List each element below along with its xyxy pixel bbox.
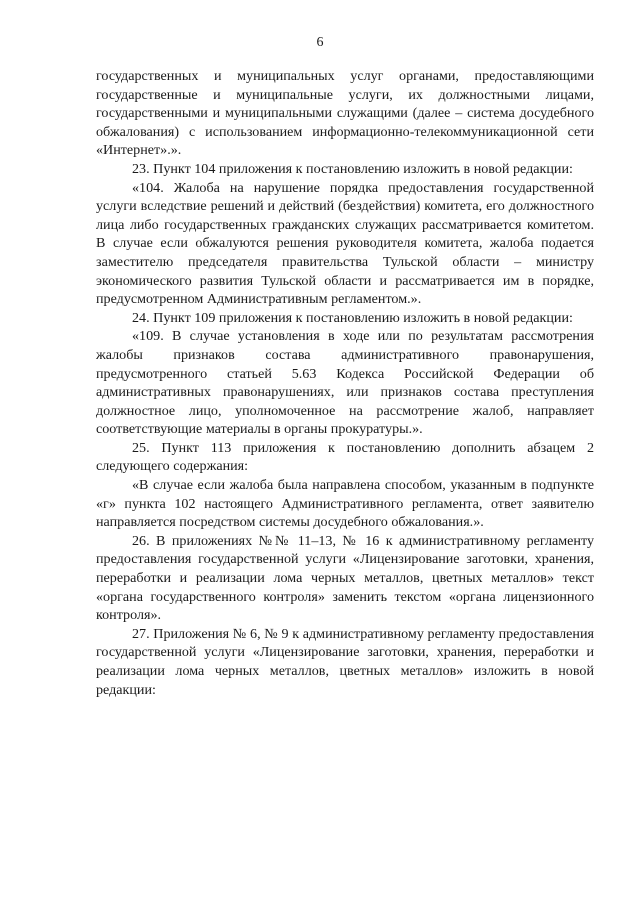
document-body: [96, 67, 594, 699]
paragraph-item-27: 27. Приложения № 6, № 9 к административному регламенту предоставления государственной услуги «Лицензирование заготовки, хранения, переработки и реализации лома черных металлов, цветных металлов» изложить в новой редакции:: [96, 625, 594, 698]
paragraph-item-109-text: «109. В случае установления в ходе или по результатам рассмотрения жалобы признаков состава административного правонарушения, предусмотренного статьей 5.63 Кодекса Российской Федерации об административных правонарушениях, или признаков состава преступления должностное лицо, уполномоченное на рассмотрение жалоб, направляет соответствующие материалы в органы прокуратуры.».: [96, 328, 594, 438]
paragraph-item-26: 26. В приложениях №№ 11–13, № 16 к административному регламенту предоставления государственной услуги «Лицензирование заготовки, хранения, переработки и реализации лома черных металлов, цветных металлов» текст «органа государственного контроля» заменить текстом «органа лицензионного контроля».: [96, 532, 594, 624]
paragraph-item-24: 24. Пункт 109 приложения к постановлению изложить в новой редакции:: [132, 309, 573, 326]
page-number: 6: [316, 35, 324, 50]
paragraph-item-113-addition: «В случае если жалоба была направлена способом, указанным в подпункте «г» пункта 102 настоящего Административного регламента, ответ заявителю направляется посредством системы досудебного обжалования.».: [96, 477, 594, 531]
paragraph-item-25: 25. Пункт 113 приложения к постановлению дополнить абзацем 2 следующего содержания:: [96, 439, 594, 475]
paragraph-1: государственных и муниципальных услуг органами, предоставляющими государственные и муниципальные услуги, их должностными лицами, государственными и муниципальными служащими (далее – система досудебного обжалования) с использованием информационно-телекоммуникационной сети «Интернет».».: [96, 68, 594, 159]
paragraph-item-104-text: «104. Жалоба на нарушение порядка предоставления государственной услуги вследствие решений и действий (бездействия) комитета, его должностного лица либо государственных гражданских служащих рассматривается комитетом. В случае если обжалуются решения руководителя комитета, жалоба подается заместителю председателя правительства Тульской области – министру экономического развития Тульской области и рассматривается им в порядке, предусмотренном Административным регламентом.».: [96, 179, 594, 308]
paragraph-item-23: 23. Пункт 104 приложения к постановлению изложить в новой редакции:: [132, 160, 573, 177]
